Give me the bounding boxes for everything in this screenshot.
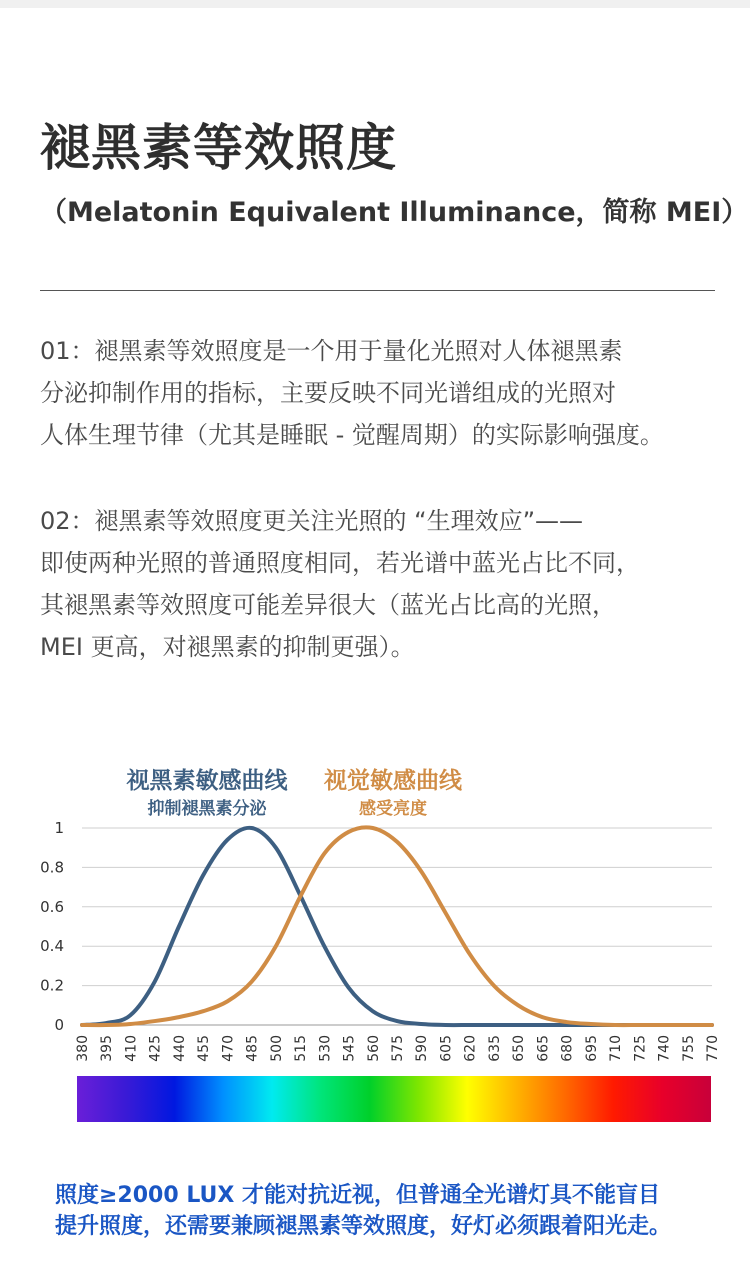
paragraph-line: 其褪黑素等效照度可能差异很大（蓝光占比高的光照， — [40, 591, 616, 619]
x-tick-label: 620 — [462, 1035, 479, 1062]
y-tick-label: 0.4 — [40, 937, 64, 956]
x-tick-label: 680 — [559, 1035, 576, 1062]
x-tick-label: 650 — [511, 1035, 528, 1062]
legend — [126, 767, 464, 819]
series-lines — [82, 827, 712, 1025]
melanopic-curve — [82, 828, 712, 1025]
page-subtitle: （Melatonin Equivalent Illuminance，简称 MEI） — [40, 197, 749, 228]
paragraph-line: 02：褪黑素等效照度更关注光照的 “生理效应”—— — [40, 507, 584, 535]
paragraph-line: 即使两种光照的普通照度相同，若光谱中蓝光占比不同， — [40, 549, 640, 577]
paragraph-line: 01：褪黑素等效照度是一个用于量化光照对人体褪黑素 — [40, 337, 623, 365]
paragraph-line: 分泌抑制作用的指标，主要反映不同光谱组成的光照对 — [40, 379, 616, 407]
photopic-curve — [82, 827, 712, 1025]
x-tick-label: 770 — [705, 1035, 721, 1062]
y-tick-label: 0.2 — [40, 976, 64, 995]
footer-line: 照度≥2000 LUX 才能对抗近视，但普通全光谱灯具不能盲目 — [55, 1183, 661, 1208]
x-tick-label: 590 — [414, 1035, 431, 1062]
footer-note — [55, 1180, 671, 1242]
x-tick-label: 455 — [196, 1035, 213, 1062]
x-tick-label: 530 — [317, 1035, 334, 1062]
x-tick-label: 575 — [390, 1035, 406, 1062]
footer-line: 提升照度，还需要兼顾褪黑素等效照度，好灯必须跟着阳光走。 — [55, 1214, 672, 1239]
grid — [82, 828, 712, 1025]
x-tick-label: 380 — [75, 1035, 91, 1062]
x-tick-label: 440 — [171, 1035, 188, 1062]
y-axis-ticks — [40, 819, 64, 1034]
legend-melanopic-sublabel: 抑制褪黑素分泌 — [147, 799, 267, 819]
x-tick-label: 410 — [123, 1035, 140, 1062]
y-tick-label: 0.6 — [40, 897, 64, 916]
x-tick-label: 605 — [438, 1035, 455, 1062]
top-strip — [0, 0, 750, 8]
x-tick-label: 755 — [680, 1035, 697, 1062]
x-tick-label: 725 — [632, 1035, 649, 1062]
x-tick-label: 635 — [486, 1035, 503, 1062]
legend-photopic-label: 视觉敏感曲线 — [324, 768, 462, 794]
y-tick-label: 0.8 — [40, 858, 64, 877]
x-tick-label: 695 — [583, 1035, 600, 1062]
y-tick-label: 1 — [54, 819, 64, 837]
x-tick-label: 740 — [656, 1035, 673, 1062]
paragraph-01 — [40, 330, 664, 456]
x-tick-label: 485 — [244, 1035, 261, 1062]
x-tick-label: 425 — [147, 1035, 164, 1062]
x-tick-label: 545 — [341, 1035, 358, 1062]
paragraph-line: 人体生理节律（尤其是睡眠 - 觉醒周期）的实际影响强度。 — [40, 421, 664, 449]
paragraph-02 — [40, 500, 640, 668]
x-tick-label: 470 — [220, 1035, 237, 1062]
x-tick-label: 665 — [535, 1035, 552, 1062]
legend-melanopic-label: 视黑素敏感曲线 — [126, 768, 288, 794]
x-tick-label: 710 — [608, 1035, 625, 1062]
page-title: 褪黑素等效照度 — [40, 119, 397, 177]
x-axis-ticks — [75, 1035, 721, 1062]
divider — [40, 290, 715, 291]
sensitivity-chart — [0, 750, 750, 1135]
y-tick-label: 0 — [54, 1016, 64, 1034]
x-tick-label: 515 — [293, 1035, 310, 1062]
x-tick-label: 560 — [365, 1035, 382, 1062]
spectrum-bar — [77, 1076, 711, 1122]
paragraph-line: MEI 更高，对褪黑素的抑制更强）。 — [40, 633, 415, 661]
x-tick-label: 395 — [99, 1035, 116, 1062]
legend-photopic-sublabel: 感受亮度 — [359, 799, 427, 819]
x-tick-label: 500 — [268, 1035, 285, 1062]
